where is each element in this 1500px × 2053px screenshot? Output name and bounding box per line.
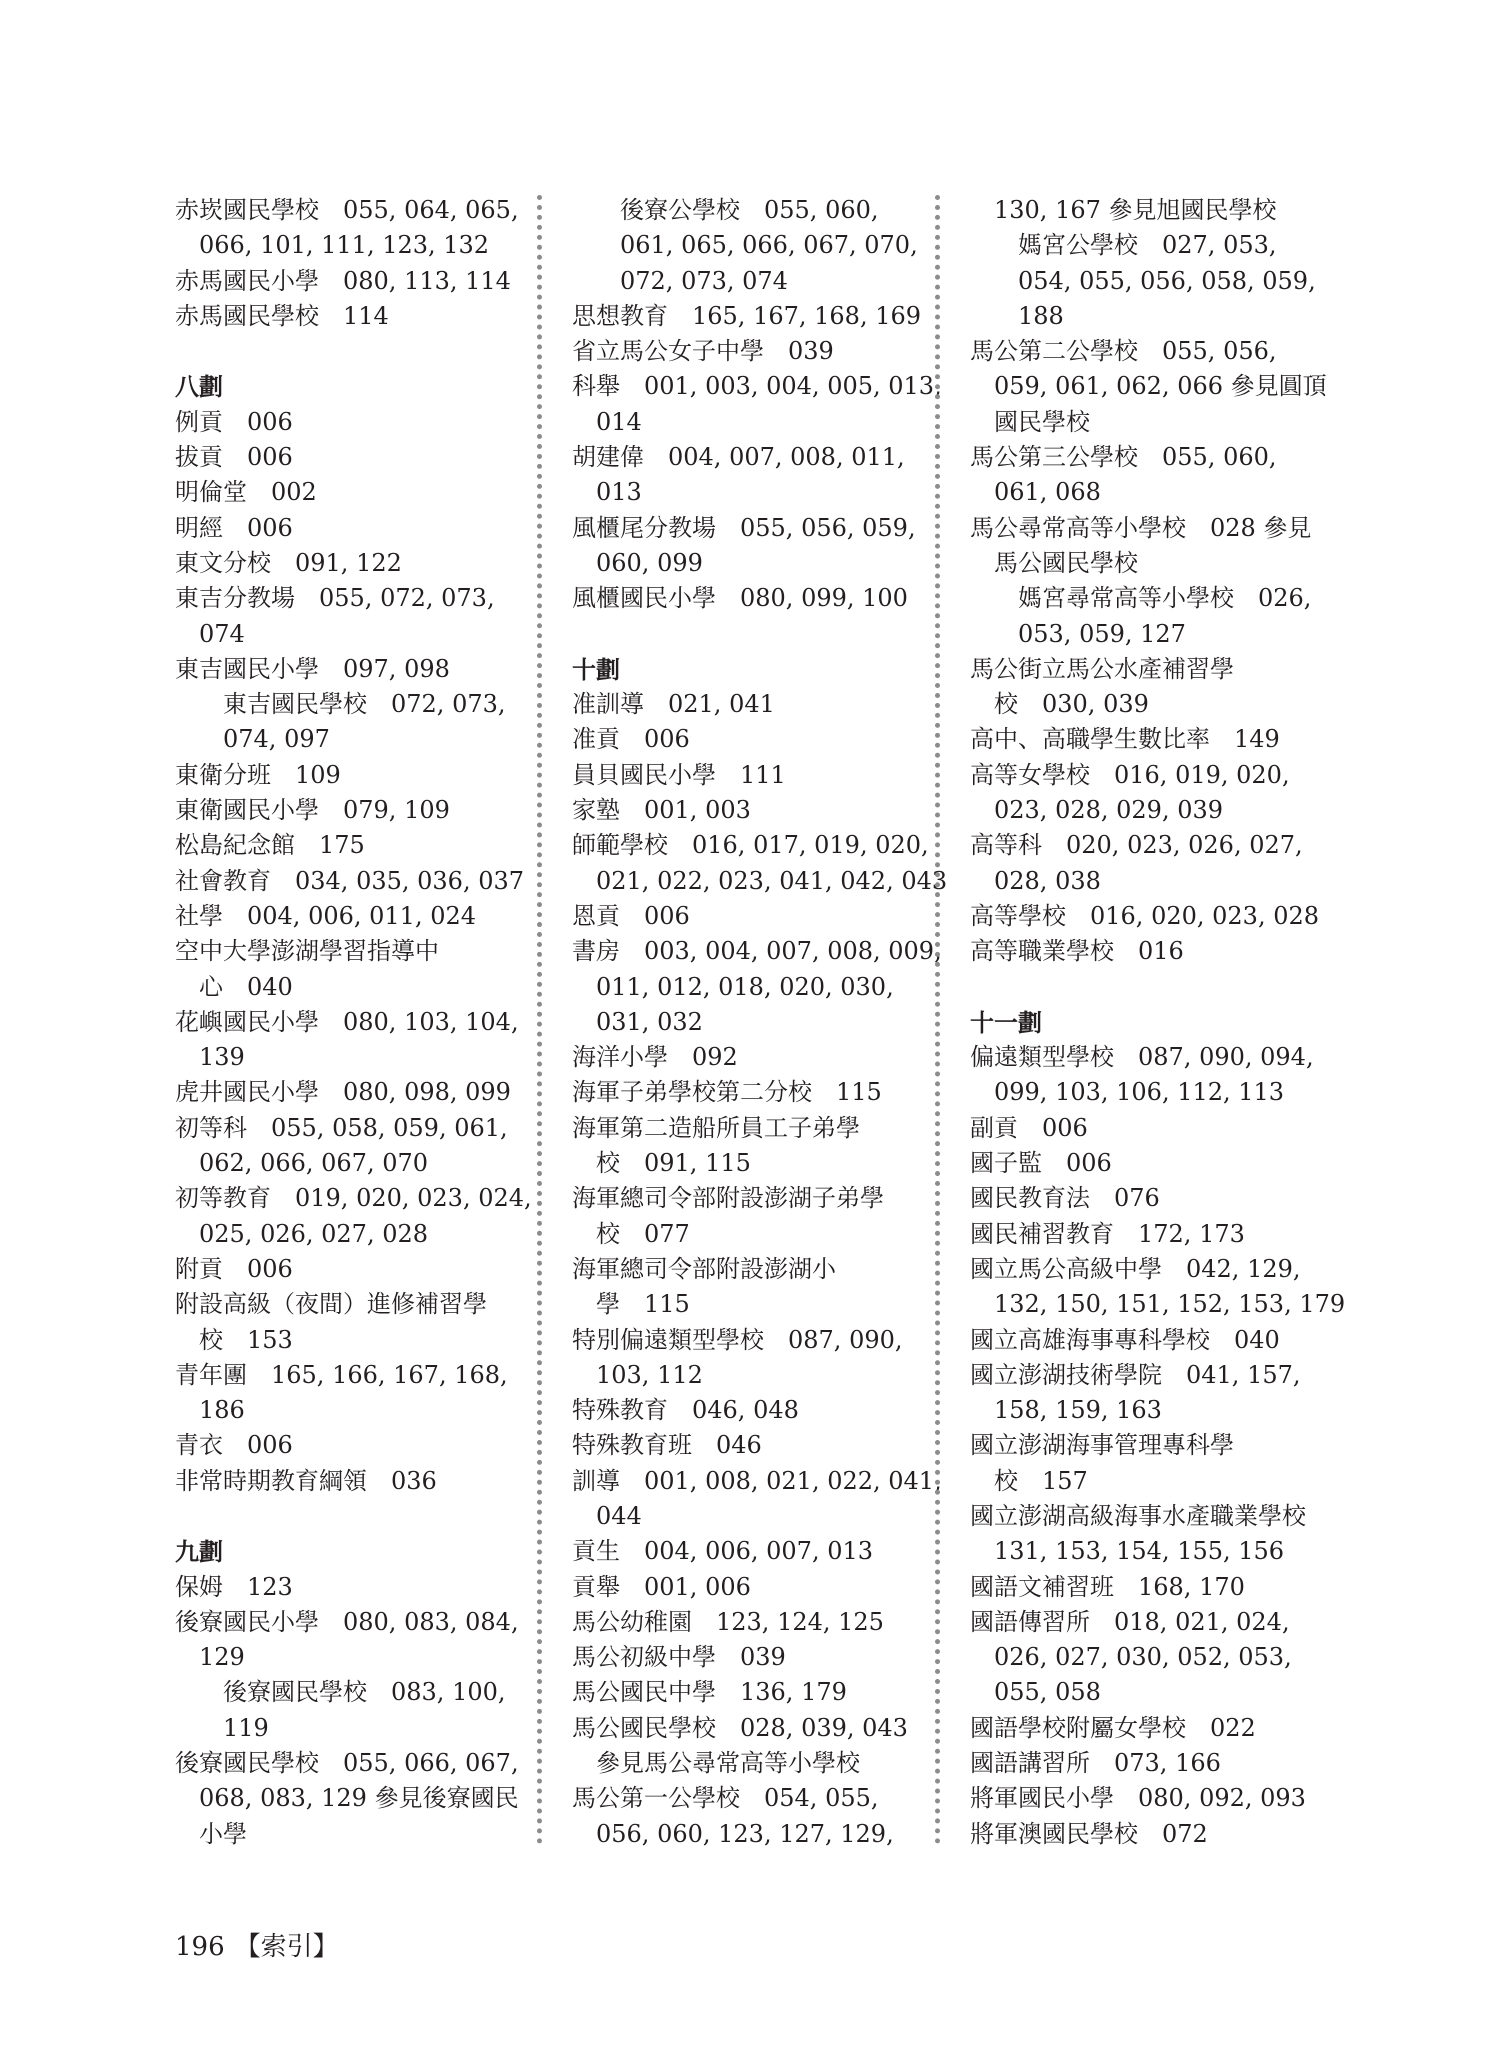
index-entry: 馬公第一公學校 054, 055, <box>572 1784 879 1813</box>
index-entry: 青年團 165, 166, 167, 168, <box>175 1360 508 1389</box>
index-entry: 132, 150, 151, 152, 153, 179 <box>994 1290 1346 1319</box>
column-separator-2 <box>935 195 940 1845</box>
index-entry: 思想教育 165, 167, 168, 169 <box>572 301 922 330</box>
index-entry: 059, 061, 062, 066 參見圓頂 <box>994 372 1327 401</box>
index-entry: 學 115 <box>596 1290 690 1319</box>
index-entry: 小學 <box>199 1819 247 1848</box>
index-entry: 花嶼國民小學 080, 103, 104, <box>175 1007 519 1036</box>
index-entry: 國立高雄海事專科學校 040 <box>970 1325 1280 1354</box>
index-entry: 072, 073, 074 <box>620 266 788 295</box>
section-heading: 十一劃 <box>970 1007 1042 1037</box>
index-entry: 明經 006 <box>175 513 293 542</box>
index-entry: 國民學校 <box>994 407 1090 436</box>
index-entry: 馬公國民學校 028, 039, 043 <box>572 1713 908 1742</box>
index-entry: 東衛分班 109 <box>175 760 341 789</box>
index-entry: 海軍總司令部附設澎湖子弟學 <box>572 1184 884 1213</box>
index-entry: 後寮國民小學 080, 083, 084, <box>175 1607 519 1636</box>
index-entry: 馬公街立馬公水產補習學 <box>970 654 1234 683</box>
index-entry: 附設高級（夜間）進修補習學 <box>175 1290 487 1319</box>
page-number: 196 <box>175 1932 225 1962</box>
index-entry: 海軍子弟學校第二分校 115 <box>572 1078 882 1107</box>
index-entry: 附貢 006 <box>175 1254 293 1283</box>
index-entry: 赤馬國民小學 080, 113, 114 <box>175 266 511 295</box>
index-entry: 馬公尋常高等小學校 028 參見 <box>970 513 1312 542</box>
index-entry: 東吉分教場 055, 072, 073, <box>175 584 495 613</box>
index-entry: 海軍總司令部附設澎湖小 <box>572 1254 836 1283</box>
index-entry: 拔貢 006 <box>175 443 293 472</box>
index-entry: 056, 060, 123, 127, 129, <box>596 1819 894 1848</box>
blank-line <box>970 970 1310 1005</box>
index-entry: 赤崁國民學校 055, 064, 065, <box>175 196 519 224</box>
index-column-3 <box>970 193 1346 1852</box>
index-entry: 海軍第二造船所員工子弟學 <box>572 1113 860 1142</box>
index-entry: 校 077 <box>596 1219 690 1248</box>
index-entry: 特殊教育班 046 <box>572 1431 762 1460</box>
section-label: 【索引】 <box>234 1932 339 1962</box>
index-entry: 准貢 006 <box>572 725 690 754</box>
index-entry: 011, 012, 018, 020, 030, <box>596 972 894 1001</box>
index-entry: 初等教育 019, 020, 023, 024, <box>175 1184 532 1213</box>
index-entry: 社會教育 034, 035, 036, 037 <box>175 866 525 895</box>
section-heading: 八劃 <box>175 372 223 402</box>
index-entry: 副貢 006 <box>970 1113 1088 1142</box>
index-entry: 空中大學澎湖學習指導中 <box>175 937 439 966</box>
index-entry: 校 030, 039 <box>994 690 1149 719</box>
index-entry: 國立澎湖技術學院 041, 157, <box>970 1360 1301 1389</box>
index-entry: 特殊教育 046, 048 <box>572 1396 799 1425</box>
index-entry: 062, 066, 067, 070 <box>199 1149 429 1178</box>
index-entry: 129 <box>199 1643 245 1672</box>
index-entry: 馬公幼稚園 123, 124, 125 <box>572 1607 884 1636</box>
index-entry: 074, 097 <box>223 725 330 754</box>
index-entry: 校 153 <box>199 1325 293 1354</box>
index-entry: 021, 022, 023, 041, 042, 043 <box>596 866 948 895</box>
index-entry: 媽宮公學校 027, 053, <box>1018 231 1277 260</box>
index-entry: 將軍國民小學 080, 092, 093 <box>970 1784 1306 1813</box>
index-entry: 高等女學校 016, 019, 020, <box>970 760 1290 789</box>
index-entry: 初等科 055, 058, 059, 061, <box>175 1113 508 1142</box>
blank-line <box>572 617 912 652</box>
index-entry: 國民教育法 076 <box>970 1184 1160 1213</box>
index-entry: 明倫堂 002 <box>175 478 317 507</box>
index-entry: 國子監 006 <box>970 1149 1112 1178</box>
index-entry: 044 <box>596 1501 642 1530</box>
index-entry: 風櫃國民小學 080, 099, 100 <box>572 584 908 613</box>
index-entry: 158, 159, 163 <box>994 1396 1162 1425</box>
index-entry: 家塾 001, 003 <box>572 796 751 825</box>
index-entry: 國語傳習所 018, 021, 024, <box>970 1607 1290 1636</box>
index-entry: 054, 055, 056, 058, 059, <box>1018 266 1316 295</box>
index-entry: 131, 153, 154, 155, 156 <box>994 1537 1285 1566</box>
index-entry: 媽宮尋常高等小學校 026, <box>1018 584 1312 613</box>
index-entry: 馬公初級中學 039 <box>572 1643 786 1672</box>
index-entry: 國立馬公高級中學 042, 129, <box>970 1254 1301 1283</box>
index-entry: 科舉 001, 003, 004, 005, 013, <box>572 372 942 401</box>
section-heading: 十劃 <box>572 654 620 684</box>
index-entry: 031, 032 <box>596 1007 703 1036</box>
index-entry: 參見馬公尋常高等小學校 <box>596 1749 860 1778</box>
index-entry: 國民補習教育 172, 173 <box>970 1219 1245 1248</box>
index-entry: 066, 101, 111, 123, 132 <box>199 231 490 260</box>
index-entry: 068, 083, 129 參見後寮國民 <box>199 1784 519 1813</box>
blank-line <box>175 1499 515 1534</box>
index-entry: 東吉國民學校 072, 073, <box>223 690 506 719</box>
index-entry: 省立馬公女子中學 039 <box>572 337 834 366</box>
index-entry: 胡建偉 004, 007, 008, 011, <box>572 443 905 472</box>
index-entry: 風櫃尾分教場 055, 056, 059, <box>572 513 916 542</box>
blank-line <box>175 334 515 369</box>
index-entry: 014 <box>596 407 642 436</box>
index-entry: 恩貢 006 <box>572 901 690 930</box>
index-entry: 馬公國民中學 136, 179 <box>572 1678 847 1707</box>
index-entry: 青衣 006 <box>175 1431 293 1460</box>
index-entry: 貢舉 001, 006 <box>572 1572 751 1601</box>
index-entry: 國語文補習班 168, 170 <box>970 1572 1245 1601</box>
index-entry: 非常時期教育綱領 036 <box>175 1466 437 1495</box>
index-entry: 061, 068 <box>994 478 1101 507</box>
index-entry: 馬公國民學校 <box>994 548 1138 577</box>
page-footer <box>175 1930 339 1964</box>
index-entry: 028, 038 <box>994 866 1101 895</box>
index-entry: 061, 065, 066, 067, 070, <box>620 231 918 260</box>
index-entry: 保姆 123 <box>175 1572 293 1601</box>
index-entry: 偏遠類型學校 087, 090, 094, <box>970 1043 1314 1072</box>
index-entry: 書房 003, 004, 007, 008, 009, <box>572 937 942 966</box>
index-entry: 東吉國民小學 097, 098 <box>175 654 450 683</box>
index-entry: 赤馬國民學校 114 <box>175 301 389 330</box>
index-entry: 准訓導 021, 041 <box>572 690 775 719</box>
index-entry: 188 <box>1018 301 1064 330</box>
index-entry: 後寮國民學校 083, 100, <box>223 1678 506 1707</box>
index-entry: 馬公第三公學校 055, 060, <box>970 443 1277 472</box>
index-entry: 校 157 <box>994 1466 1088 1495</box>
index-entry: 虎井國民小學 080, 098, 099 <box>175 1078 511 1107</box>
index-entry: 貢生 004, 006, 007, 013 <box>572 1537 874 1566</box>
index-column-2 <box>572 193 948 1852</box>
section-heading: 九劃 <box>175 1537 223 1567</box>
index-entry: 訓導 001, 008, 021, 022, 041, <box>572 1466 942 1495</box>
index-column-1 <box>175 193 532 1852</box>
index-entry: 東衛國民小學 079, 109 <box>175 796 450 825</box>
index-entry: 139 <box>199 1043 245 1072</box>
index-entry: 師範學校 016, 017, 019, 020, <box>572 831 929 860</box>
index-entry: 校 091, 115 <box>596 1149 751 1178</box>
index-entry: 099, 103, 106, 112, 113 <box>994 1078 1285 1107</box>
index-entry: 海洋小學 092 <box>572 1043 738 1072</box>
index-entry: 013 <box>596 478 642 507</box>
index-entry: 060, 099 <box>596 548 703 577</box>
index-entry: 高等科 020, 023, 026, 027, <box>970 831 1303 860</box>
index-entry: 例貢 006 <box>175 407 293 436</box>
index-entry: 高等職業學校 016 <box>970 937 1184 966</box>
index-entry: 103, 112 <box>596 1360 703 1389</box>
index-entry: 將軍澳國民學校 072 <box>970 1819 1208 1848</box>
index-entry: 松島紀念館 175 <box>175 831 365 860</box>
index-entry: 高中、高職學生數比率 149 <box>970 725 1280 754</box>
index-entry: 社學 004, 006, 011, 024 <box>175 901 477 930</box>
index-entry: 特別偏遠類型學校 087, 090, <box>572 1325 903 1354</box>
index-entry: 055, 058 <box>994 1678 1101 1707</box>
index-entry: 國語學校附屬女學校 022 <box>970 1713 1256 1742</box>
column-separator-1 <box>537 195 542 1845</box>
index-entry: 心 040 <box>199 972 293 1001</box>
index-entry: 後寮公學校 055, 060, <box>620 196 879 224</box>
index-entry: 國立澎湖海事管理專科學 <box>970 1431 1234 1460</box>
index-entry: 馬公第二公學校 055, 056, <box>970 337 1277 366</box>
index-entry: 053, 059, 127 <box>1018 619 1186 648</box>
index-entry: 186 <box>199 1396 245 1425</box>
index-entry: 國立澎湖高級海事水產職業學校 <box>970 1501 1306 1530</box>
index-entry: 高等學校 016, 020, 023, 028 <box>970 901 1320 930</box>
index-entry: 130, 167 參見旭國民學校 <box>994 196 1277 224</box>
index-entry: 東文分校 091, 122 <box>175 548 402 577</box>
index-entry: 員貝國民小學 111 <box>572 760 786 789</box>
index-entry: 023, 028, 029, 039 <box>994 796 1224 825</box>
index-entry: 後寮國民學校 055, 066, 067, <box>175 1749 519 1778</box>
index-entry: 026, 027, 030, 052, 053, <box>994 1643 1292 1672</box>
index-entry: 119 <box>223 1713 269 1742</box>
index-entry: 025, 026, 027, 028 <box>199 1219 429 1248</box>
index-entry: 國語講習所 073, 166 <box>970 1749 1221 1778</box>
index-entry: 074 <box>199 619 245 648</box>
